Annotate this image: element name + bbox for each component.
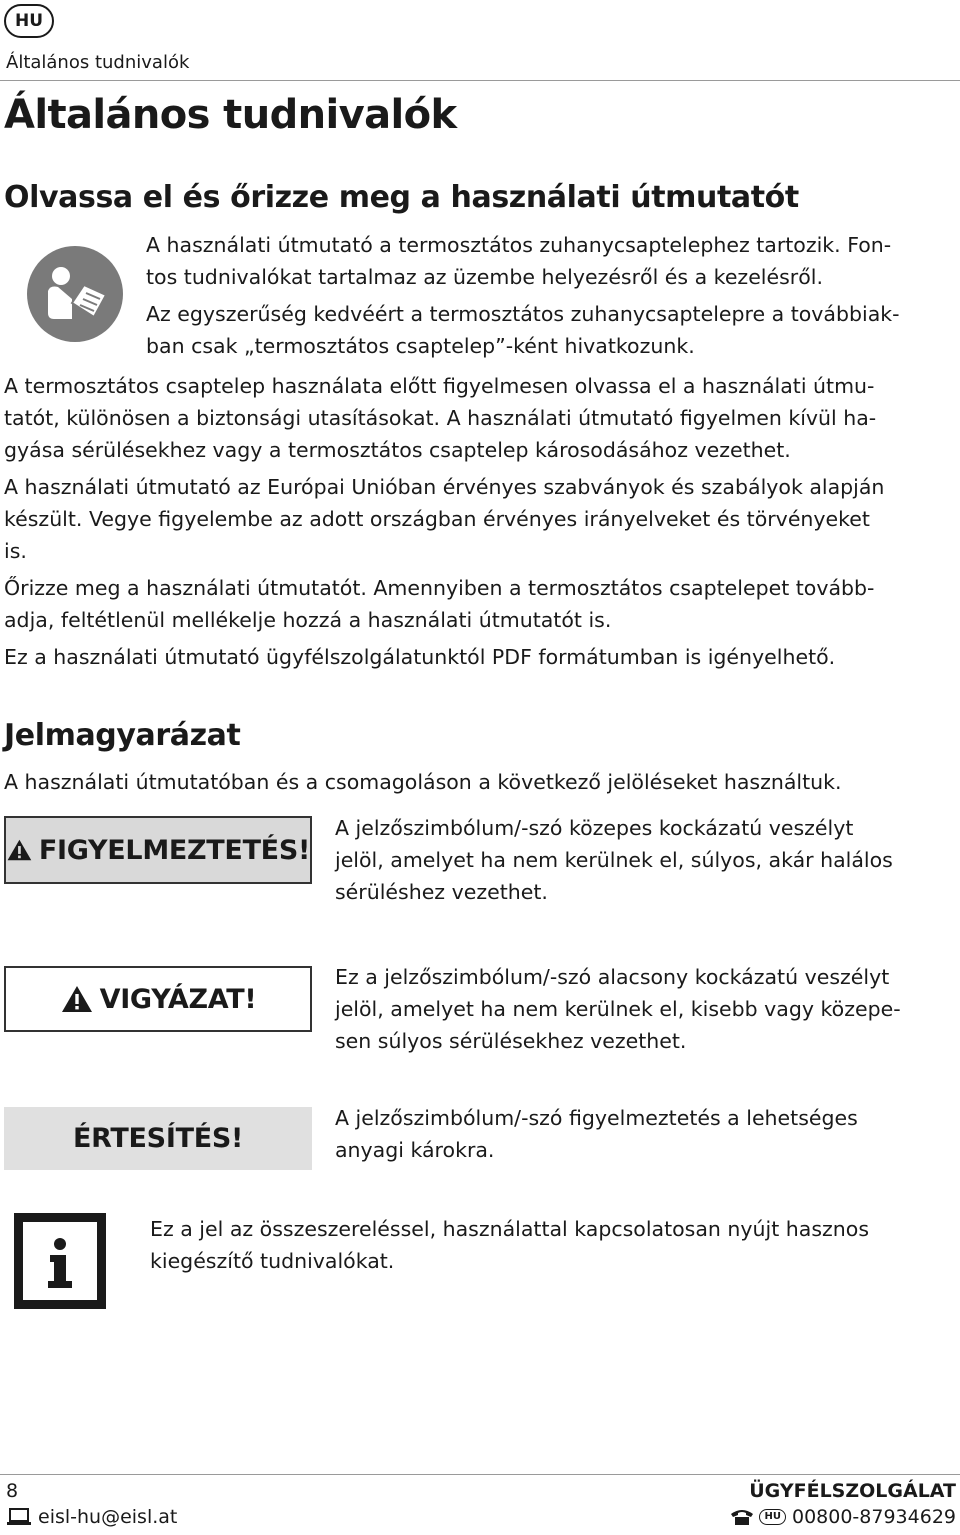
footer-phone [729, 1506, 956, 1528]
language-badge: HU [4, 4, 54, 38]
text-line: A jelzőszimbólum/-szó figyelmeztetés a lehetséges [335, 1106, 858, 1130]
text-line: adja, feltétlenül mellékelje hozzá a használati útmutatót is. [4, 608, 612, 632]
text-line: A termosztátos csaptelep használata előtt figyelmesen olvassa el a használati útmu- [4, 374, 875, 398]
email-link[interactable]: eisl-hu@eisl.at [38, 1506, 178, 1528]
text-line: is. [4, 539, 27, 563]
signal-word-notice: ÉRTESÍTÉS! [73, 1123, 243, 1154]
signal-word-caution: VIGYÁZAT! [99, 983, 257, 1015]
text-line: Őrizze meg a használati útmutatót. Amennyiben a termosztátos csaptelepet tovább- [4, 576, 875, 600]
signal-box-warning [4, 816, 312, 884]
page-title: Általános tudnivalók [4, 92, 457, 138]
text-line: sérüléshez vezethet. [335, 880, 548, 904]
notice-description [335, 1102, 950, 1166]
text-line: A használati útmutató az Európai Unióban érvényes szabványok és szabályok alapján [4, 475, 885, 499]
info-description [150, 1213, 955, 1277]
text-line: ban csak „termosztátos csaptelep”-ként hivatkozunk. [146, 334, 695, 358]
phone-lang-badge: HU [759, 1509, 786, 1525]
section-title-legend: Jelmagyarázat [4, 718, 241, 753]
header-divider [0, 80, 960, 81]
service-label: ÜGYFÉLSZOLGÁLAT [749, 1480, 956, 1502]
text-line: Ez a használati útmutató ügyfélszolgálatunktól PDF formátumban is igényelhető. [4, 645, 836, 669]
laptop-icon [6, 1507, 32, 1527]
legend-intro: A használati útmutatóban és a csomagoláson a következő jelöléseket használtuk. [4, 770, 842, 794]
caution-description [335, 961, 950, 1057]
text-line: sen súlyos sérülésekhez vezethet. [335, 1029, 687, 1053]
signal-word-warning: FIGYELMEZTETÉS! [38, 834, 310, 866]
phone-number: 00800-87934629 [791, 1506, 956, 1528]
warning-description [335, 812, 950, 908]
text-line: A használati útmutató a termosztátos zuhanycsaptelephez tartozik. Fon- [146, 233, 892, 257]
info-icon [14, 1213, 106, 1309]
signal-box-notice [4, 1107, 312, 1170]
text-line: jelöl, amelyet ha nem kerülnek el, súlyos, akár halálos [335, 848, 893, 872]
warning-triangle-icon [6, 835, 33, 865]
text-line: kiegészítő tudnivalókat. [150, 1249, 395, 1273]
section-title-read-manual: Olvassa el és őrizze meg a használati útmutatót [4, 180, 799, 215]
breadcrumb: Általános tudnivalók [6, 52, 190, 73]
signal-box-caution [4, 966, 312, 1032]
text-line: tatót, különösen a biztonsági utasításokat. A használati útmutató figyelmen kívül ha- [4, 406, 877, 430]
warning-triangle-icon [60, 984, 94, 1014]
text-line: tos tudnivalókat tartalmaz az üzembe helyezésről és a kezelésről. [146, 265, 823, 289]
body-paragraphs [4, 370, 956, 673]
text-line: anyagi károkra. [335, 1138, 495, 1162]
text-line: Az egyszerűség kedvéért a termosztátos zuhanycsaptelepre a továbbiak- [146, 302, 900, 326]
intro-paragraph [146, 229, 954, 362]
footer-email[interactable] [6, 1506, 177, 1528]
text-line: Ez a jelzőszimbólum/-szó alacsony kockázatú veszélyt [335, 965, 890, 989]
read-manual-icon [26, 245, 124, 343]
page-number: 8 [6, 1480, 19, 1502]
text-line: készült. Vegye figyelembe az adott országban érvényes irányelveket és törvényeket [4, 507, 870, 531]
phone-icon [729, 1507, 755, 1527]
text-line: jelöl, amelyet ha nem kerülnek el, kisebb vagy közepe- [335, 997, 901, 1021]
footer-divider [0, 1474, 960, 1475]
text-line: A jelzőszimbólum/-szó közepes kockázatú veszélyt [335, 816, 854, 840]
text-line: Ez a jel az összeszereléssel, használattal kapcsolatosan nyújt hasznos [150, 1217, 870, 1241]
text-line: gyása sérülésekhez vagy a termosztátos csaptelep károsodásához vezethet. [4, 438, 791, 462]
